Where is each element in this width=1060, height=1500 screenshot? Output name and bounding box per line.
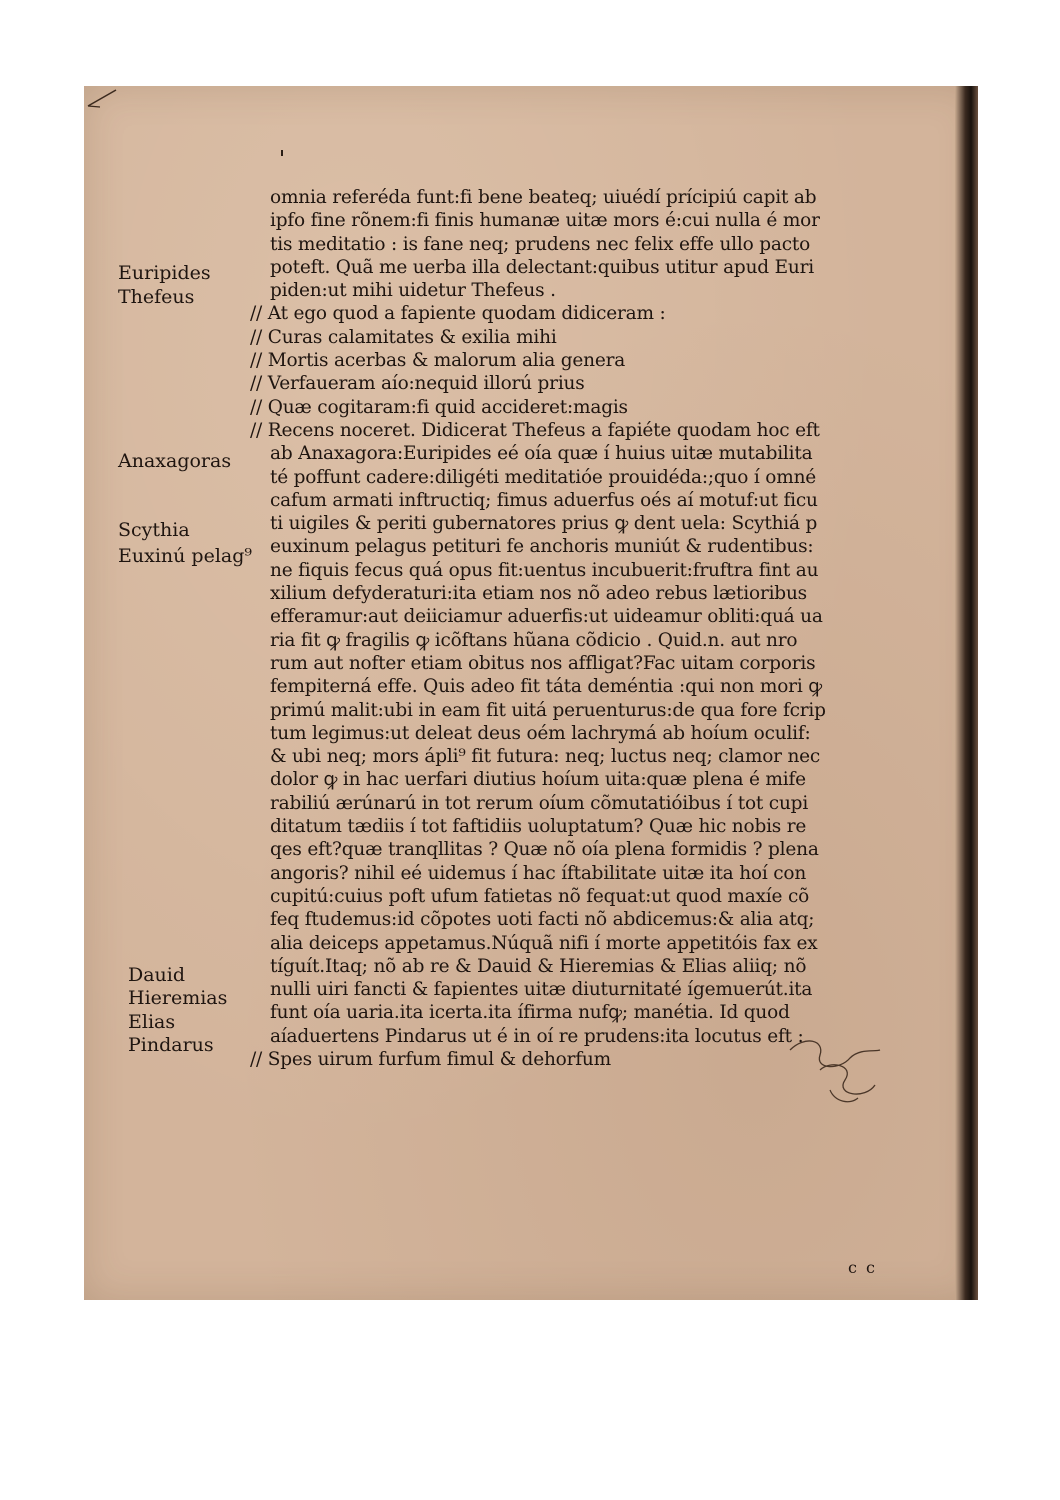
margin-note-anaxagoras: Anaxagoras	[118, 450, 232, 472]
text-line: rabiliú ærúnarú in tot rerum oíum cõmutatióibus í tot cupi	[270, 792, 809, 814]
text-line: // Curas calamitates & exilia mihi	[250, 326, 557, 348]
text-line: tum legimus:ut deleat deus oém lachrymá ab hoíum oculif:	[270, 722, 811, 744]
text-line: nulli uiri fancti & fapientes uitæ diuturnitaté ígemuerút.ita	[270, 979, 813, 1001]
corner-fold-mark	[86, 86, 120, 110]
text-line: funt oía uaria.ita icerta.ita ífirma nufꝙ; manétia. Id quod	[270, 1002, 790, 1024]
text-line: poteft. Quã me uerba illa delectant:quibus utitur apud Euri	[270, 256, 814, 278]
text-line: ria fit ꝙ fragilis ꝙ icõftans hũana cõdicio . Quid.n. aut nro	[270, 629, 798, 651]
handwritten-scribble	[780, 1030, 890, 1110]
page-signature-mark: c c	[848, 1258, 878, 1277]
text-line: qes eft?quæ tranqllitas ? Quæ nõ oía plena formidis ? plena	[270, 839, 819, 861]
text-line: xilium defyderaturi:ita etiam nos nõ adeo rebus lætioribus	[270, 583, 807, 605]
text-line: tíguít.Itaq; nõ ab re & Dauid & Hieremias & Elias aliiq; nõ	[270, 955, 807, 977]
margin-note-hieremias: Hieremias	[128, 987, 228, 1009]
text-line: angoris? nihil eé uidemus í hac íftabilitate uitæ ita hoí con	[270, 862, 807, 884]
text-line: feq ftudemus:id cõpotes uoti facti nõ abdicemus:& alia atq;	[270, 909, 815, 931]
text-line: piden:ut mihi uidetur Thefeus .	[270, 280, 556, 302]
ink-tick	[281, 150, 283, 156]
margin-note-pindarus: Pindarus	[128, 1034, 214, 1056]
text-line: // Verfaueram aío:nequid illorú prius	[250, 373, 585, 395]
text-line: // Quæ cogitaram:fi quid accideret:magis	[250, 396, 628, 418]
text-line: // Mortis acerbas & malorum alia genera	[250, 350, 626, 372]
text-line: // Recens noceret. Didicerat Thefeus a fapiéte quodam hoc eft	[250, 419, 820, 441]
text-line: rum aut nofter etiam obitus nos affligat?Fac uitam corporis	[270, 652, 816, 674]
text-line: tis meditatio : is fane neq; prudens nec felix effe ullo pacto	[270, 233, 811, 255]
text-line: cupitú:cuius poft ufum fatietas nõ fequat:ut quod maxíe cõ	[270, 885, 810, 907]
margin-note-dauid: Dauid	[128, 964, 186, 986]
margin-note-elias: Elias	[128, 1011, 176, 1033]
main-text-block	[250, 186, 880, 1071]
text-line: alia deiceps appetamus.Núquã nifi í morte appetitóis fax ex	[270, 932, 818, 954]
text-line: efferamur:aut deiiciamur aduerfis:ut uideamur obliti:quá ua	[270, 606, 823, 628]
margin-note-scythia: Scythia	[118, 519, 190, 541]
binding-edge	[955, 86, 978, 1300]
text-line: aíaduertens Pindarus ut é in oí re prudens:ita locutus eft :	[270, 1025, 804, 1047]
text-line: ne fiquis fecus quá opus fit:uentus incubuerit:fruftra fint au	[270, 559, 819, 581]
margin-note-theseus: Thefeus	[118, 286, 195, 308]
text-line: // At ego quod a fapiente quodam didiceram :	[250, 303, 666, 325]
text-line: ipfo fine rõnem:fi finis humanæ uitæ mors é:cui nulla é mor	[270, 210, 820, 232]
text-line: dolor ꝙ in hac uerfari diutius hoíum uita:quæ plena é mife	[270, 769, 806, 791]
text-line: primú malit:ubi in eam fit uitá peruenturus:de qua fore fcrip	[270, 699, 826, 721]
text-line: cafum armati inftructiq; fimus aduerfus oés aí motuf:ut ficu	[270, 489, 818, 511]
text-line: // Spes uirum furfum fimul & dehorfum	[250, 1048, 611, 1070]
text-line: & ubi neq; mors ápli⁹ fit futura: neq; luctus neq; clamor nec	[270, 746, 821, 768]
text-line: ti uigiles & periti gubernatores prius ꝙ dent uela: Scythiá p	[270, 513, 818, 535]
text-line: omnia referéda funt:fi bene beateq; uiuédí prícipiú capit ab	[270, 187, 817, 208]
text-line: ditatum tædiis í tot faftidiis uoluptatum? Quæ hic nobis re	[270, 816, 807, 838]
text-line: fempiterná effe. Quis adeo fit táta deméntia :qui non mori ꝙ	[270, 676, 822, 698]
margin-note-euripides: Euripides	[118, 262, 211, 284]
text-line: euxinum pelagus petituri fe anchoris muniút & rudentibus:	[270, 536, 814, 558]
margin-note-euxinu: Euxinú pelag⁹	[118, 545, 253, 567]
text-line: ab Anaxagora:Euripides eé oía quæ í huius uitæ mutabilita	[270, 443, 813, 465]
text-line: té poffunt cadere:diligéti meditatióe prouidéda:;quo í omné	[270, 466, 817, 488]
